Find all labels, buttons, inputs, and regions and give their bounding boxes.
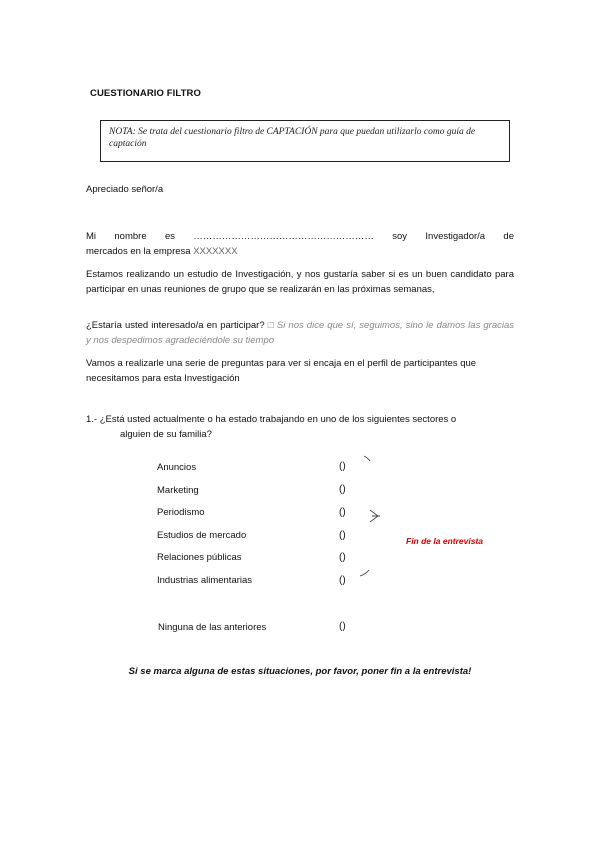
option-checkbox-marketing[interactable]: ()	[339, 484, 346, 495]
interest-paragraph	[86, 318, 514, 348]
intro-dots: …………………………………………………	[193, 231, 374, 242]
option-checkbox-ninguna[interactable]: ()	[339, 621, 346, 632]
intro-line-1	[86, 229, 514, 244]
vamos-paragraph: Vamos a realizarle una serie de preguntas para ver si encaja en el perfil de participantes que necesitamos para esta Investigación	[86, 358, 477, 384]
bracket-bottom-mark	[360, 570, 369, 576]
question-1-line-1: ¿Está usted actualmente o ha estado trabajando en uno de los siguientes sectores o	[99, 414, 457, 425]
option-label-estudios-de-mercado: Estudios de mercado	[157, 530, 247, 541]
footer-instruction: Si se marca alguna de estas situaciones, por favor, poner fin a la entrevista!	[128, 666, 472, 677]
company-placeholder: XXXXXXX	[193, 246, 238, 257]
option-label-periodismo: Periodismo	[157, 507, 205, 518]
option-label-relaciones-publicas: Relaciones públicas	[157, 552, 242, 563]
option-label-ninguna: Ninguna de las anteriores	[158, 622, 267, 633]
option-label-anuncios: Anuncios	[157, 462, 197, 473]
bracket-marks	[356, 452, 386, 592]
option-checkbox-relaciones-publicas[interactable]: ()	[339, 552, 346, 563]
intro-end: soy Investigador/a de	[392, 231, 515, 242]
note-box: NOTA: Se trata del cuestionario filtro de CAPTACIÓN para que puedan utilizarlo como guía de captación	[100, 120, 510, 162]
bracket-arrow-mark	[370, 510, 380, 522]
greeting: Apreciado señor/a	[86, 184, 164, 195]
question-1-number: 1.-	[86, 414, 98, 425]
question-1-line-2: alguien de su familia?	[120, 429, 212, 440]
option-checkbox-anuncios[interactable]: ()	[339, 461, 346, 472]
intro-line-2	[86, 244, 514, 259]
question-1	[86, 412, 506, 442]
option-checkbox-periodismo[interactable]: ()	[339, 507, 346, 518]
interest-hint: □ Si nos dice que sí, seguimos, sino le damos las gracias y nos despedimos agradeciéndole su tiempo	[86, 320, 515, 346]
option-label-marketing: Marketing	[157, 485, 199, 496]
option-label-industrias-alimentarias: Industrias alimentarias	[157, 575, 253, 586]
option-checkbox-estudios-de-mercado[interactable]: ()	[339, 530, 346, 541]
fin-de-la-entrevista-label: Fin de la entrevista	[406, 536, 483, 546]
intro-start: Mi nombre es	[86, 231, 175, 242]
intro-company-prefix: mercados en la empresa	[86, 246, 191, 257]
interest-question: ¿Estaría usted interesado/a en participar?	[86, 320, 265, 331]
bracket-top-mark	[364, 456, 370, 461]
document-title: CUESTIONARIO FILTRO	[90, 88, 201, 99]
option-checkbox-industrias-alimentarias[interactable]: ()	[339, 575, 346, 586]
study-paragraph: Estamos realizando un estudio de Investigación, y nos gustaría saber si es un buen candidato para participar en unas reuniones de grupo que se realizarán en las próximas semanas,	[86, 269, 514, 295]
